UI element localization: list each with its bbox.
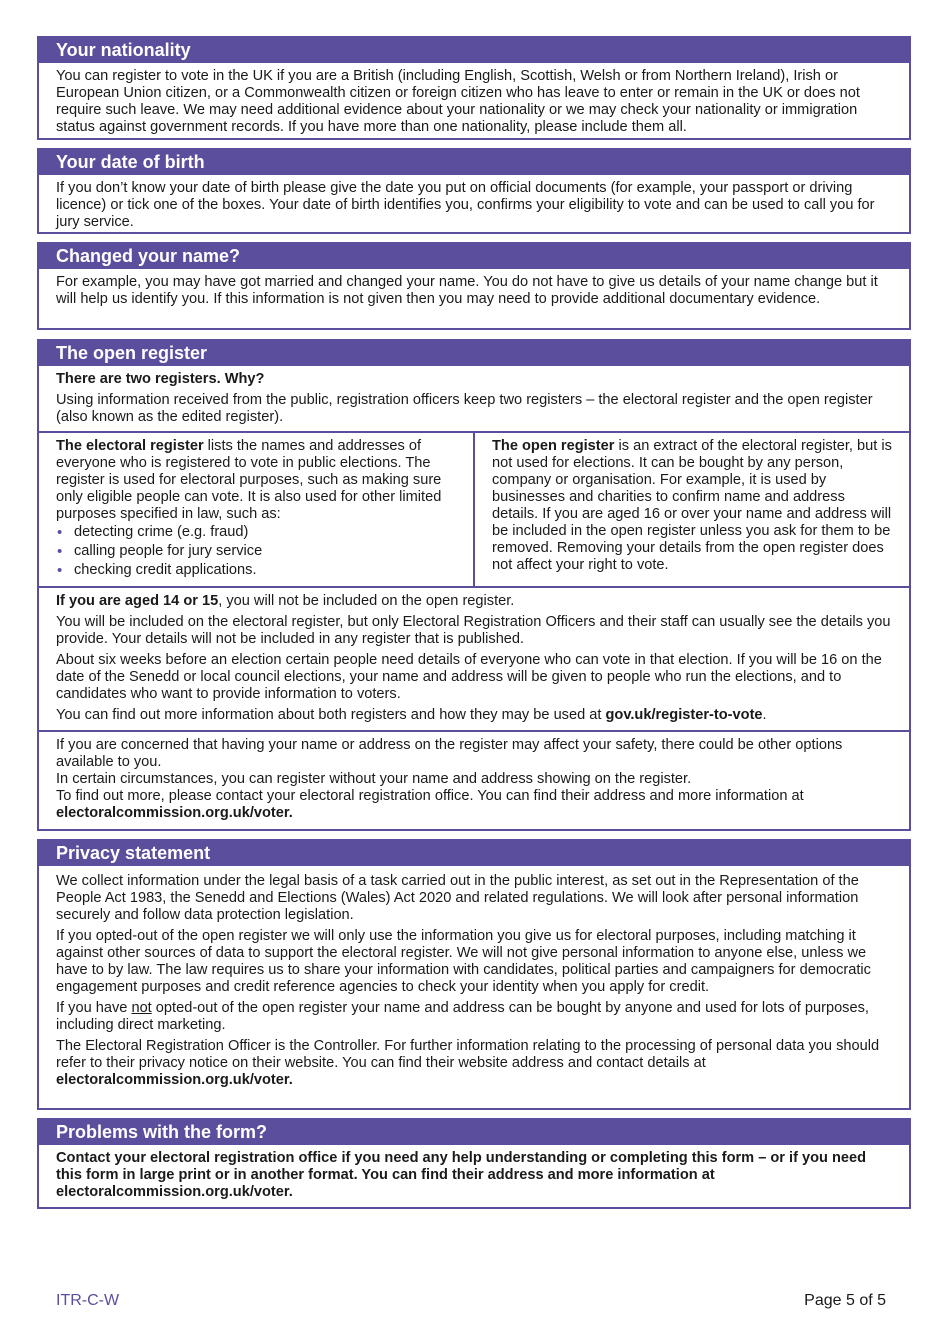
electoral-only-text: You will be included on the electoral register, but only Electoral Registration Officers and their staff can usually see the details you provide. Your details will not be included in any register that is published. — [56, 614, 891, 647]
page-number: Page 5 of 5 — [804, 1292, 886, 1309]
nationality-text: You can register to vote in the UK if you are a British (including English, Scottish, Welsh or from Northern Ireland), Irish or European Union citizen, or a Commonwealth citizen or foreign citizen who has leave to enter or remain in the UK or does not require such leave. We may need additional evidence about your nationality or we may check your nationality or immigration status against government records. If you have more than one nationality, please include them all. — [56, 68, 860, 135]
section-body — [39, 175, 909, 231]
nationality-section — [37, 36, 911, 140]
section-heading: Privacy statement — [39, 841, 909, 866]
bullet-icon: • — [57, 562, 63, 579]
electoral-commission-link[interactable]: electoralcommission.org.uk/voter. — [56, 1072, 293, 1088]
name-change-section — [37, 242, 911, 330]
election-details-text: About six weeks before an election certain people need details of everyone who can vote in that election. If you will be 16 on the date of the Senedd or local council elections, your name and address will be given to people who run the elections, and to candidates who want to provide information to voters. — [56, 652, 882, 702]
list-item: • detecting crime (e.g. fraud) — [57, 524, 249, 541]
registers-intro: Using information received from the public, registration officers keep two registers – the electoral register and the open register (also known as the edited register). — [56, 392, 873, 425]
dob-section — [37, 148, 911, 234]
electoral-register-column — [39, 433, 475, 586]
safety-text-1: If you are concerned that having your name or address on the register may affect your safety, there could be other options available to you. — [56, 737, 843, 770]
electoral-register-lead: The electoral register — [56, 438, 204, 454]
section-heading: The open register — [39, 341, 909, 366]
open-register-column — [475, 433, 909, 586]
section-body — [39, 63, 909, 136]
age-info: If you are aged 14 or 15, you will not be included on the open register. You will be included on the electoral register, but only Electoral Registration Officers and their staff can usually see the details you provide. Your details will not be included in any register that is published. About six weeks before an election certain people need details of everyone who can vote in that election. If you will be 16 on the date of the Senedd or local council elections, your name and address will be given to people who run the elections, and to candidates who want to provide information to voters. You can find out more information about both registers and how they may be used at gov.uk/register-to-vote. — [56, 593, 891, 723]
privacy-text-2: If you opted-out of the open register we will only use the information you give us for electoral purposes, including matching it against other sources of data to support the electoral register. We will not give personal information to anyone else, unless we have to by law. The law requires us to share your information with candidates, political parties and campaigners for democratic engagement purposes and credit reference agencies to check your identity when you apply for credit. — [56, 928, 871, 995]
problems-text: Contact your electoral registration office if you need any help understanding or completing this form – or if you need this form in large print or in another format. You can find their address and more information at electoralcommission.org.uk/voter. — [56, 1150, 867, 1200]
privacy-text-4: The Electoral Registration Officer is the Controller. For further information relating to the processing of personal data you should refer to their privacy notice on their website. You can find their website address and contact details at — [56, 1038, 880, 1071]
safety-text-3: To find out more, please contact your electoral registration office. You can find their address and more information at — [56, 788, 804, 804]
registers-question: There are two registers. Why? — [56, 371, 265, 387]
bullet-icon: • — [57, 524, 63, 541]
electoral-commission-link[interactable]: electoralcommission.org.uk/voter. — [56, 805, 293, 821]
uses-list — [56, 523, 459, 580]
section-heading: Your date of birth — [39, 150, 909, 175]
register-columns — [39, 431, 909, 588]
open-register-section — [37, 339, 911, 831]
dob-text: If you don’t know your date of birth please give the date you put on official documents (for example, your passport or driving licence) or tick one of the boxes. Your date of birth identifies you, confirms your eligibility to vote and can be used to call you for jury service. — [56, 180, 875, 230]
electoral-register-text: lists the names and addresses of everyone who is registered to vote in public elections. The register is used for electoral purposes, such as making sure only eligible people can vote. It is also used for other limited purposes specified in law, such as: — [56, 438, 442, 522]
bullet-icon: • — [57, 543, 63, 560]
name-change-text: For example, you may have got married and changed your name. You do not have to give us details of your name change but it will help us identify you. If this information is not given then you may need to provide additional documentary evidence. — [56, 274, 878, 307]
section-heading: Changed your name? — [39, 244, 909, 269]
list-item: • checking credit applications. — [57, 562, 257, 579]
section-heading: Problems with the form? — [39, 1120, 909, 1145]
aged-lead: If you are aged 14 or 15 — [56, 593, 219, 609]
section-body — [39, 269, 909, 308]
privacy-text-1: We collect information under the legal basis of a task carried out in the public interest, as set out in the Representation of the People Act 1983, the Senedd and Elections (Wales) Act 2020 and related regulations. We will look after personal information securely and follow data protection legislation. — [56, 873, 859, 923]
problems-section — [37, 1118, 911, 1209]
privacy-section — [37, 839, 911, 1110]
open-register-lead: The open register — [492, 438, 615, 454]
section-heading: Your nationality — [39, 38, 909, 63]
list-item: • calling people for jury service — [57, 543, 263, 560]
form-code: ITR-C-W — [56, 1292, 120, 1309]
section-body — [39, 366, 909, 431]
safety-text-2: In certain circumstances, you can register without your name and address showing on the register. — [56, 771, 692, 787]
register-to-vote-link[interactable]: gov.uk/register-to-vote — [605, 707, 763, 723]
section-body — [39, 1145, 909, 1201]
section-body: We collect information under the legal basis of a task carried out in the public interest, as set out in the Representation of the People Act 1983, the Senedd and Elections (Wales) Act 2020 and related regulations. We will look after personal information securely and follow data protection legislation. If you opted-out of the open register we will only use the information you give us for electoral purposes, including matching it against other sources of data to support the electoral register. We will not give personal information to anyone else, unless we have to by law. The law requires us to share your information with candidates, political parties and campaigners for democratic engagement purposes and credit reference agencies to check your identity when you apply for credit. If you have not opted-out of the open register your name and address can be bought by anyone and used for lots of purposes, including direct marketing. The Electoral Registration Officer is the Controller. For further information relating to the processing of personal data you should refer to their privacy notice on their website. You can find their website address and contact details at electoralcommission.org.uk/voter. — [39, 866, 909, 1089]
open-register-text: is an extract of the electoral register, but is not used for elections. It can be bought by any person, company or organisation. For example, it is used by businesses and charities to confirm name and address details. If you are aged 16 or over your name and address will be included in the open register unless you ask for them to be removed. Removing your details from the open register does not affect your right to vote. — [492, 438, 892, 573]
safety-info — [39, 732, 909, 822]
